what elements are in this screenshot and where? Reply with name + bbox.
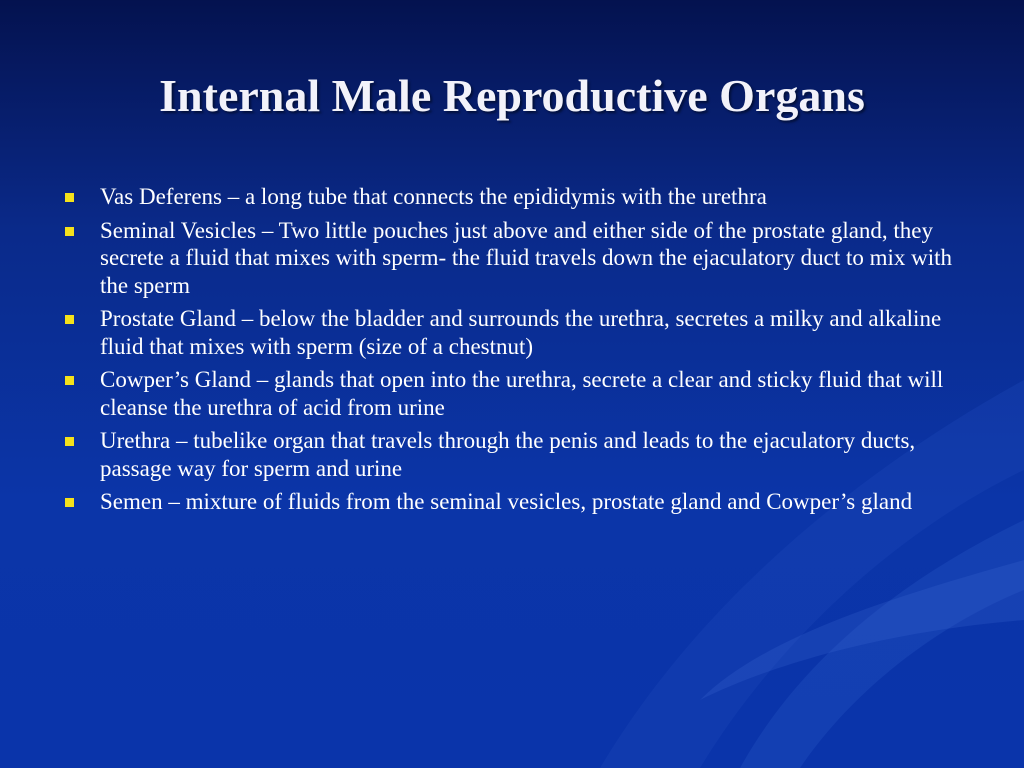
- bullet-item: [62, 183, 962, 211]
- square-bullet-icon: [65, 193, 74, 202]
- bullet-text: Urethra – tubelike organ that travels through the penis and leads to the ejaculatory ducts, passage way for sperm and urine: [100, 428, 916, 481]
- square-bullet-icon: [65, 498, 74, 507]
- bullet-item: [62, 427, 962, 482]
- bullet-text: Prostate Gland – below the bladder and surrounds the urethra, secretes a milky and alkaline fluid that mixes with sperm (size of a chestnut): [100, 306, 942, 359]
- bullet-item: [62, 217, 962, 300]
- bullet-text: Semen – mixture of fluids from the seminal vesicles, prostate gland and Cowper’s gland: [100, 489, 913, 514]
- bullet-text: Cowper’s Gland – glands that open into the urethra, secrete a clear and sticky fluid that will cleanse the urethra of acid from urine: [100, 367, 944, 420]
- bullet-item: [62, 366, 962, 421]
- square-bullet-icon: [65, 227, 74, 236]
- square-bullet-icon: [65, 315, 74, 324]
- bullet-text: Seminal Vesicles – Two little pouches just above and either side of the prostate gland, they secrete a fluid that mixes with sperm- the fluid travels down the ejaculatory duct to mix with the sperm: [100, 217, 953, 298]
- bullet-item: [62, 305, 962, 360]
- bullet-list: [62, 183, 962, 522]
- bullet-item: [62, 488, 962, 516]
- bullet-text: Vas Deferens – a long tube that connects the epididymis with the urethra: [100, 184, 767, 209]
- slide-title: Internal Male Reproductive Organs: [159, 70, 865, 121]
- square-bullet-icon: [65, 376, 74, 385]
- square-bullet-icon: [65, 437, 74, 446]
